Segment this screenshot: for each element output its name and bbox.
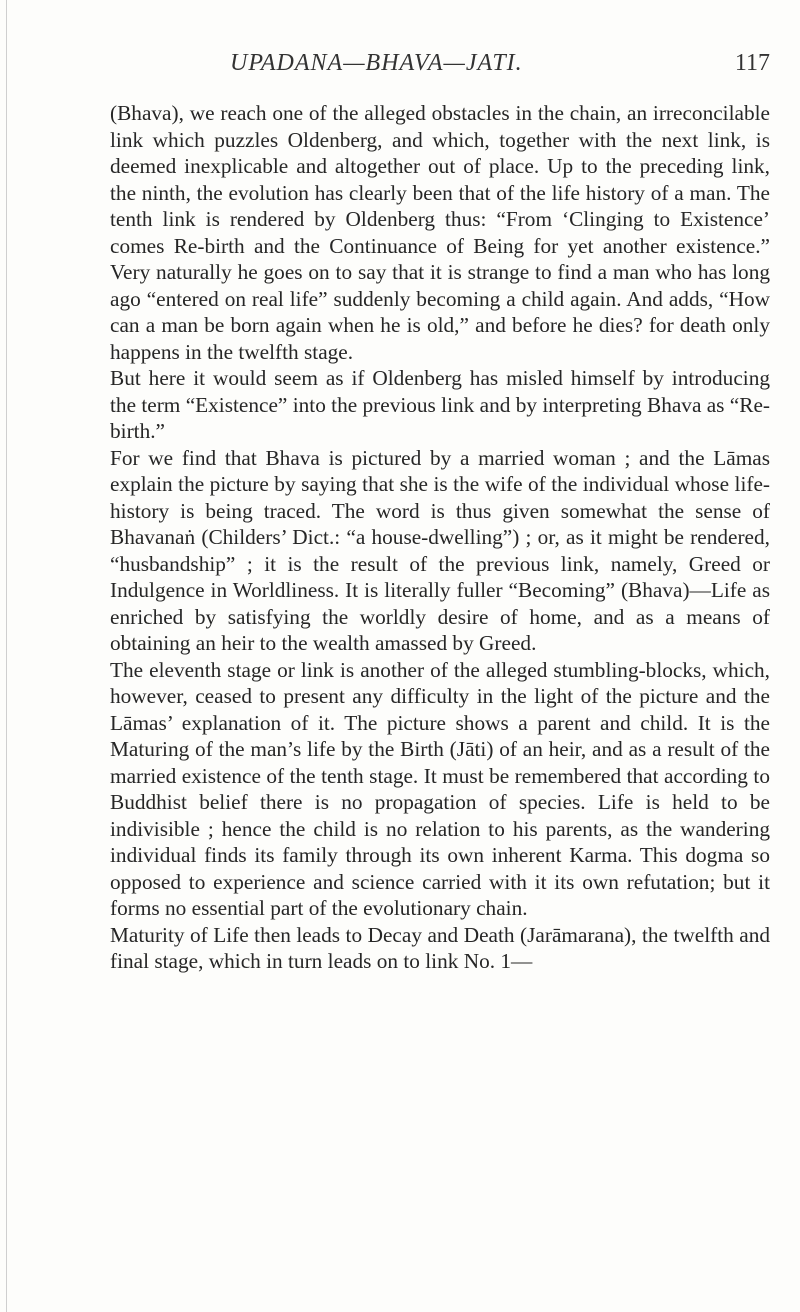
page-number: 117 — [734, 50, 770, 76]
paragraph-5: Maturity of Life then leads to Decay and Death (Jarāmarana), the twelfth and final stage, which in turn leads on to link No. 1— — [110, 922, 770, 973]
body-text — [110, 100, 770, 975]
paragraph-2: But here it would seem as if Oldenberg has misled himself by introducing the term “Existence” into the previous link and by interpreting Bhava as “Re-birth.” — [110, 366, 770, 443]
paragraph-3: For we find that Bhava is pictured by a married woman ; and the Lāmas explain the picture by saying that she is the wife of the individual whose life-history is being traced. The word is thus given somewhat the sense of Bhavanaṅ (Childers’ Dict.: “a house-dwelling”) ; or, as it might be rendered, “husbandship” ; it is the result of the previous link, namely, Greed or Indulgence in Worldliness. It is literally fuller “Becoming” (Bhava)—Life as enriched by satisfying the worldly desire of home, and as a means of obtaining an heir to the wealth amassed by Greed. — [110, 445, 770, 655]
running-head: UPADANA—BHAVA—JATI. — [230, 50, 523, 76]
page-header — [110, 50, 770, 90]
paragraph-1: (Bhava), we reach one of the alleged obstacles in the chain, an irreconcilable link which puzzles Oldenberg, and which, together with the next link, is deemed inexplicable and altogether out of place. Up to the preceding link, the ninth, the evolution has clearly been that of the life history of a man. The tenth link is rendered by Oldenberg thus: “From ‘Clinging to Existence’ comes Re-birth and the Continuance of Being for yet another existence.” Very naturally he goes on to say that it is strange to find a man who has long ago “entered on real life” suddenly becoming a child again. And adds, “How can a man be born again when he is old,” and before he dies? for death only happens in the twelfth stage. — [110, 101, 770, 364]
page-edge-line — [6, 0, 7, 1312]
paragraph-4: The eleventh stage or link is another of the alleged stumbling-blocks, which, however, ceased to present any difficulty in the light of the picture and the Lāmas’ explanation of it. The picture shows a parent and child. It is the Maturing of the man’s life by the Birth (Jāti) of an heir, and as a result of the married existence of the tenth stage. It must be remembered that according to Buddhist belief there is no propagation of species. Life is held to be indivisible ; hence the child is no relation to his parents, as the wandering individual finds its family through its own inherent Karma. This dogma so opposed to experience and science carried with it its own refutation; but it forms no essential part of the evolutionary chain. — [110, 657, 770, 920]
